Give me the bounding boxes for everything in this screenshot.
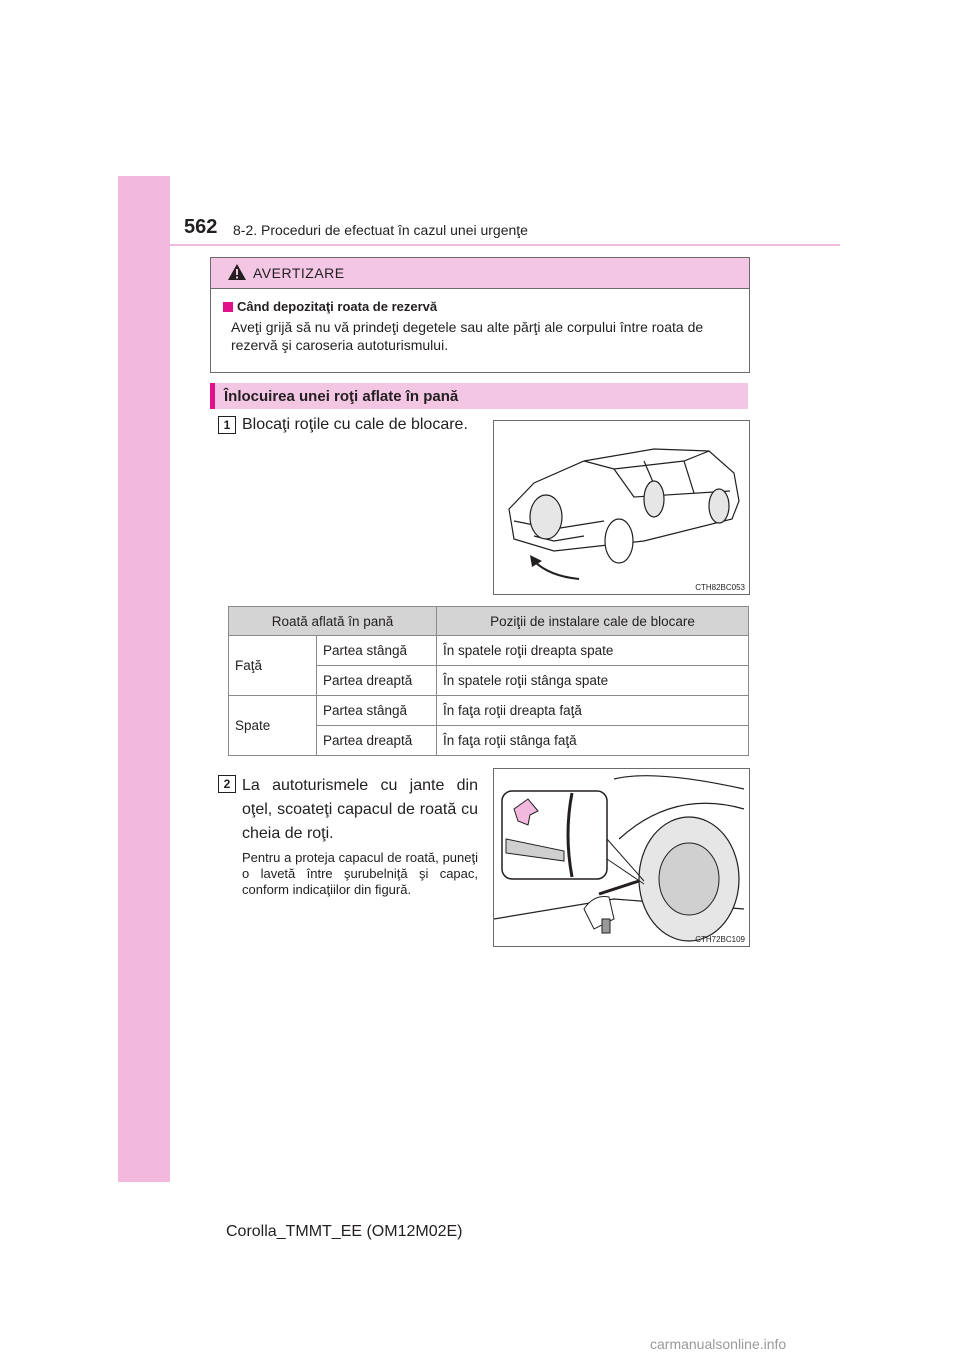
warning-triangle-icon <box>227 263 247 281</box>
figure-car-wheel-chocks <box>493 420 750 595</box>
table-cell: Partea stângă <box>317 636 437 666</box>
figure-hubcap-removal <box>493 768 750 947</box>
table-cell: În spatele roţii stânga spate <box>437 666 749 696</box>
warning-box <box>210 257 750 373</box>
table-cell: În faţa roţii stânga faţă <box>437 726 749 756</box>
step-1-badge: 1 <box>218 416 236 434</box>
square-bullet-icon <box>223 302 233 312</box>
table-cell: În faţa roţii dreapta faţă <box>437 696 749 726</box>
table-cell: Partea dreaptă <box>317 726 437 756</box>
figure-code: CTH72BC109 <box>695 935 745 944</box>
footer-model: Corolla_TMMT_EE (OM12M02E) <box>226 1223 463 1240</box>
section-title: Înlocuirea unei roţi aflate în pană <box>224 388 459 405</box>
wheel-chock-table <box>228 606 749 756</box>
warning-text: Aveţi grijă să nu vă prindeţi degetele sau alte părţi ale corpului între roata de rezervă şi caroseria autoturismului. <box>231 319 704 353</box>
car-illustration <box>494 421 749 594</box>
table-cell: Partea stângă <box>317 696 437 726</box>
table-row <box>229 696 749 726</box>
figure-code: CTH82BC053 <box>695 583 745 592</box>
table-cell: În spatele roţii dreapta spate <box>437 636 749 666</box>
table-row <box>229 636 749 666</box>
table-header-cell: Poziţii de instalare cale de blocare <box>437 607 749 636</box>
step-2-note: Pentru a proteja capacul de roată, puneţi o lavetă între şurubelniţă şi capac, conform indicaţiilor din figură. <box>242 850 478 897</box>
table-group-label: Spate <box>229 696 317 756</box>
table-header-row <box>229 607 749 636</box>
warning-label: AVERTIZARE <box>253 265 345 281</box>
step-2-text: La autoturismele cu jante din oţel, scoateţi capacul de roată cu cheia de roţi. <box>242 777 478 842</box>
chapter-title: 8-2. Proceduri de efectuat în cazul unei urgenţe <box>233 222 528 238</box>
step-2-badge: 2 <box>218 775 236 793</box>
section-accent-bar <box>210 383 215 409</box>
table-group-label: Faţă <box>229 636 317 696</box>
warning-header <box>211 258 749 289</box>
page-number: 562 <box>184 216 218 238</box>
watermark[interactable]: carmanualsonline.info <box>650 1336 787 1352</box>
header-divider <box>170 244 840 246</box>
side-tab-bar <box>118 176 170 1182</box>
table-cell: Partea dreaptă <box>317 666 437 696</box>
hubcap-illustration <box>494 769 749 946</box>
table-header-cell: Roată aflată în pană <box>229 607 437 636</box>
warning-subtitle: Când depozitaţi roata de rezervă <box>223 299 737 314</box>
section-heading <box>210 383 748 409</box>
step-1-text: Blocaţi roţile cu cale de blocare. <box>242 416 468 433</box>
